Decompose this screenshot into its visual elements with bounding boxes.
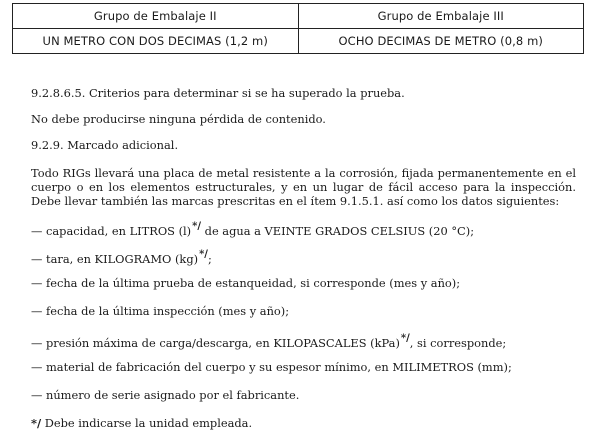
- list-item-text: ;: [207, 252, 212, 266]
- section-text-9286-5: No debe producirse ninguna pérdida de contenido.: [31, 112, 326, 126]
- list-item: — fecha de la última prueba de estanqueidad, si corresponde (mes y año);: [31, 276, 461, 290]
- section-heading-929: 9.2.9. Marcado adicional.: [31, 138, 179, 152]
- list-item-text: de agua a VEINTE GRADOS CELSIUS (20 °C);: [201, 224, 475, 238]
- footnote-text: Debe indicarse la unidad empleada.: [41, 416, 253, 430]
- list-item: [31, 248, 212, 266]
- table-header-cell: Grupo de Embalaje II: [13, 4, 299, 29]
- table-cell: UN METRO CON DOS DECIMAS (1,2 m): [13, 29, 299, 54]
- list-item: — número de serie asignado por el fabricante.: [31, 388, 300, 402]
- list-item: — fecha de la última inspección (mes y año);: [31, 304, 290, 318]
- list-item-text: , si corresponde;: [409, 336, 507, 350]
- list-item: [31, 220, 474, 238]
- table-cell: OCHO DECIMAS DE METRO (0,8 m): [298, 29, 584, 54]
- table-header-cell: Grupo de Embalaje III: [298, 4, 584, 29]
- footnote-mark: */: [400, 333, 410, 344]
- footnote-mark: */: [199, 249, 208, 260]
- section-heading-9286-5: 9.2.8.6.5. Criterios para determinar si se ha superado la prueba.: [31, 86, 405, 100]
- packing-group-table: [12, 3, 584, 54]
- table-header-row: [13, 4, 584, 29]
- footnote-mark: */: [192, 221, 202, 232]
- list-item-text: — capacidad, en LITROS (l): [31, 224, 192, 238]
- intro-paragraph: Todo RIGs llevará una placa de metal resistente a la corrosión, fijada permanentemente en el cuerpo o en los elementos estructurales, y en un lugar de fácil acceso para la inspección. Debe llevar también las marcas prescritas en el ítem 9.1.5.1. así como los datos siguientes:: [31, 166, 576, 208]
- list-item: [31, 332, 506, 350]
- list-item-text: — presión máxima de carga/descarga, en KILOPASCALES (kPa): [31, 336, 400, 350]
- table-row: [13, 29, 584, 54]
- footnote: [31, 416, 252, 430]
- list-item: — material de fabricación del cuerpo y su espesor mínimo, en MILIMETROS (mm);: [31, 360, 512, 374]
- list-item-text: — tara, en KILOGRAMO (kg): [31, 252, 199, 266]
- footnote-mark: */: [31, 416, 42, 430]
